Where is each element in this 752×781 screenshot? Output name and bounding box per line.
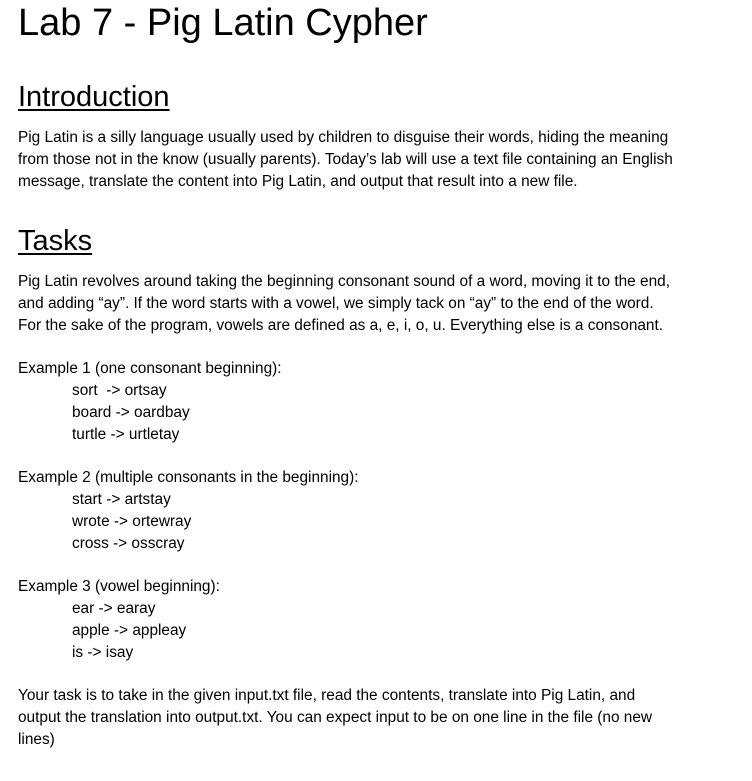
introduction-paragraph — [18, 127, 738, 193]
example-2-item: start -> artstay — [72, 491, 171, 508]
example-1-item: board -> oardbay — [72, 404, 190, 421]
page-title: Lab 7 - Pig Latin Cypher — [18, 2, 428, 44]
example-1-label: Example 1 (one consonant beginning): — [18, 360, 282, 377]
tasks-line: Pig Latin revolves around taking the beginning consonant sound of a word, moving it to the end, — [18, 273, 670, 290]
task-instructions-line: output the translation into output.txt. You can expect input to be on one line in the file (no new — [18, 709, 653, 726]
introduction-heading: Introduction — [18, 81, 170, 113]
introduction-line: Pig Latin is a silly language usually used by children to disguise their words, hiding the meaning — [18, 129, 669, 146]
tasks-line: and adding “ay”. If the word starts with a vowel, we simply tack on “ay” to the end of the word. — [18, 295, 654, 312]
task-instructions-line: Your task is to take in the given input.txt file, read the contents, translate into Pig Latin, and — [18, 687, 636, 704]
example-2-item: cross -> osscray — [72, 535, 185, 552]
task-instructions-line: lines) — [18, 731, 55, 748]
task-instructions-paragraph — [18, 685, 738, 751]
example-1-item: turtle -> urtletay — [72, 426, 180, 443]
tasks-line: For the sake of the program, vowels are defined as a, e, i, o, u. Everything else is a consonant. — [18, 317, 664, 334]
example-2-item: wrote -> ortewray — [72, 513, 192, 530]
example-3-label: Example 3 (vowel beginning): — [18, 578, 220, 595]
example-1-item: sort -> ortsay — [72, 382, 167, 399]
example-2-label: Example 2 (multiple consonants in the beginning): — [18, 469, 359, 486]
tasks-paragraph — [18, 271, 738, 337]
example-3-item: is -> isay — [72, 644, 134, 661]
example-3-item: ear -> earay — [72, 600, 156, 617]
introduction-line: message, translate the content into Pig Latin, and output that result into a new file. — [18, 173, 578, 190]
tasks-heading: Tasks — [18, 225, 93, 257]
introduction-line: from those not in the know (usually parents). Today’s lab will use a text file containing an English — [18, 151, 673, 168]
example-3-item: apple -> appleay — [72, 622, 187, 639]
